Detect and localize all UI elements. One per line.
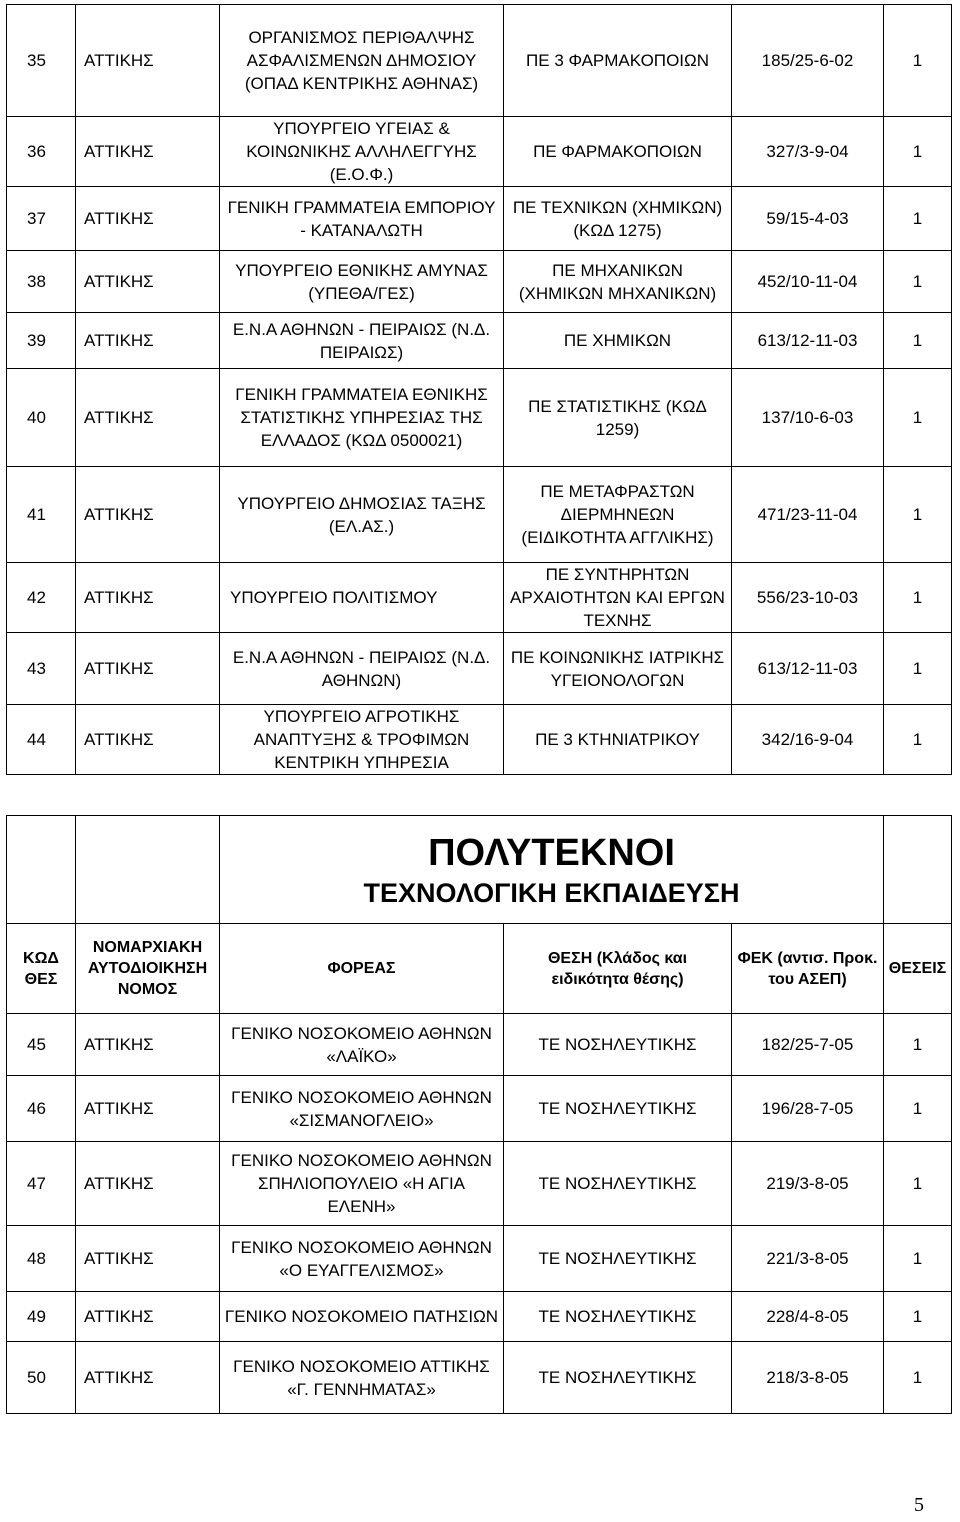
seats-cell: 1: [884, 1014, 952, 1076]
agency-cell: ΓΕΝΙΚΗ ΓΡΑΜΜΑΤΕΙΑ ΕΘΝΙΚΗΣ ΣΤΑΤΙΣΤΙΚΗΣ ΥΠΗΡΕΣΙΑΣ ΤΗΣ ΕΛΛΑΔΟΣ (ΚΩΔ 0500021): [220, 369, 504, 467]
region-cell: ΑΤΤΙΚΗΣ: [76, 1226, 220, 1292]
region-cell: ΑΤΤΙΚΗΣ: [76, 1142, 220, 1226]
table-row: [7, 1292, 952, 1342]
fek-cell: 221/3-8-05: [732, 1226, 884, 1292]
fek-cell: 196/28-7-05: [732, 1076, 884, 1142]
fek-cell: 452/10-11-04: [732, 251, 884, 313]
row-number: 37: [7, 187, 76, 251]
header-region: ΝΟΜΑΡΧΙΑΚΗ ΑΥΤΟΔΙΟΙΚΗΣΗ ΝΟΜΟΣ: [76, 924, 220, 1014]
position-cell: ΠΕ ΜΕΤΑΦΡΑΣΤΩΝ ΔΙΕΡΜΗΝΕΩΝ (ΕΙΔΙΚΟΤΗΤΑ ΑΓΓΛΙΚΗΣ): [504, 467, 732, 563]
positions-table-2-body: [7, 1014, 952, 1414]
seats-cell: 1: [884, 5, 952, 117]
table-row: [7, 251, 952, 313]
row-number: 46: [7, 1076, 76, 1142]
row-number: 42: [7, 563, 76, 633]
position-cell: ΤΕ ΝΟΣΗΛΕΥΤΙΚΗΣ: [504, 1142, 732, 1226]
seats-cell: 1: [884, 1292, 952, 1342]
position-cell: ΠΕ ΤΕΧΝΙΚΩΝ (ΧΗΜΙΚΩΝ) (ΚΩΔ 1275): [504, 187, 732, 251]
agency-cell: ΓΕΝΙΚΗ ΓΡΑΜΜΑΤΕΙΑ ΕΜΠΟΡΙΟΥ - ΚΑΤΑΝΑΛΩΤΗ: [220, 187, 504, 251]
region-cell: ΑΤΤΙΚΗΣ: [76, 467, 220, 563]
position-cell: ΤΕ ΝΟΣΗΛΕΥΤΙΚΗΣ: [504, 1226, 732, 1292]
region-cell: ΑΤΤΙΚΗΣ: [76, 1014, 220, 1076]
header-seats: ΘΕΣΕΙΣ: [884, 924, 952, 1014]
row-number: 45: [7, 1014, 76, 1076]
page-number: 5: [914, 1494, 924, 1516]
table-row: [7, 1226, 952, 1292]
fek-cell: 185/25-6-02: [732, 5, 884, 117]
fek-cell: 218/3-8-05: [732, 1342, 884, 1414]
row-number: 49: [7, 1292, 76, 1342]
table-row: [7, 467, 952, 563]
table-row: [7, 1014, 952, 1076]
seats-cell: 1: [884, 187, 952, 251]
agency-cell: ΓΕΝΙΚΟ ΝΟΣΟΚΟΜΕΙΟ ΑΘΗΝΩΝ «ΣΙΣΜΑΝΟΓΛΕΙΟ»: [220, 1076, 504, 1142]
region-cell: ΑΤΤΙΚΗΣ: [76, 313, 220, 369]
position-cell: ΠΕ ΣΥΝΤΗΡΗΤΩΝ ΑΡΧΑΙΟΤΗΤΩΝ ΚΑΙ ΕΡΓΩΝ ΤΕΧΝΗΣ: [504, 563, 732, 633]
region-cell: ΑΤΤΙΚΗΣ: [76, 1292, 220, 1342]
agency-cell: ΥΠΟΥΡΓΕΙΟ ΠΟΛΙΤΙΣΜΟΥ: [220, 563, 504, 633]
region-cell: ΑΤΤΙΚΗΣ: [76, 1076, 220, 1142]
table-row: [7, 1342, 952, 1414]
fek-cell: 342/16-9-04: [732, 705, 884, 775]
fek-cell: 137/10-6-03: [732, 369, 884, 467]
fek-cell: 219/3-8-05: [732, 1142, 884, 1226]
row-number: 35: [7, 5, 76, 117]
fek-cell: 327/3-9-04: [732, 117, 884, 187]
row-number: 50: [7, 1342, 76, 1414]
region-cell: ΑΤΤΙΚΗΣ: [76, 705, 220, 775]
table-row: [7, 5, 952, 117]
position-cell: ΤΕ ΝΟΣΗΛΕΥΤΙΚΗΣ: [504, 1076, 732, 1142]
table-row: [7, 1076, 952, 1142]
region-cell: ΑΤΤΙΚΗΣ: [76, 5, 220, 117]
position-cell: ΠΕ ΦΑΡΜΑΚΟΠΟΙΩΝ: [504, 117, 732, 187]
region-cell: ΑΤΤΙΚΗΣ: [76, 1342, 220, 1414]
agency-cell: ΥΠΟΥΡΓΕΙΟ ΥΓΕΙΑΣ & ΚΟΙΝΩΝΙΚΗΣ ΑΛΛΗΛΕΓΓΥΗΣ (Ε.Ο.Φ.): [220, 117, 504, 187]
agency-cell: ΟΡΓΑΝΙΣΜΟΣ ΠΕΡΙΘΑΛΨΗΣ ΑΣΦΑΛΙΣΜΕΝΩΝ ΔΗΜΟΣΙΟΥ (ΟΠΑΔ ΚΕΝΤΡΙΚΗΣ ΑΘΗΝΑΣ): [220, 5, 504, 117]
table-row: [7, 117, 952, 187]
header-agency: ΦΟΡΕΑΣ: [220, 924, 504, 1014]
seats-cell: 1: [884, 251, 952, 313]
region-cell: ΑΤΤΙΚΗΣ: [76, 633, 220, 705]
seats-cell: 1: [884, 1342, 952, 1414]
header-position: ΘΕΣΗ (Κλάδος και ειδικότητα θέσης): [504, 924, 732, 1014]
region-cell: ΑΤΤΙΚΗΣ: [76, 563, 220, 633]
position-cell: ΤΕ ΝΟΣΗΛΕΥΤΙΚΗΣ: [504, 1342, 732, 1414]
seats-cell: 1: [884, 369, 952, 467]
row-number: 44: [7, 705, 76, 775]
row-number: 36: [7, 117, 76, 187]
table-row: [7, 563, 952, 633]
region-cell: ΑΤΤΙΚΗΣ: [76, 251, 220, 313]
position-cell: ΠΕ ΧΗΜΙΚΩΝ: [504, 313, 732, 369]
header-fek: ΦΕΚ (αντισ. Προκ. του ΑΣΕΠ): [732, 924, 884, 1014]
agency-cell: Ε.Ν.Α ΑΘΗΝΩΝ - ΠΕΙΡΑΙΩΣ (Ν.Δ. ΑΘΗΝΩΝ): [220, 633, 504, 705]
table-row: [7, 369, 952, 467]
seats-cell: 1: [884, 1142, 952, 1226]
table-row: [7, 705, 952, 775]
agency-cell: ΓΕΝΙΚΟ ΝΟΣΟΚΟΜΕΙΟ ΠΑΤΗΣΙΩΝ: [220, 1292, 504, 1342]
positions-table-1-body: [7, 5, 952, 775]
agency-cell: ΓΕΝΙΚΟ ΝΟΣΟΚΟΜΕΙΟ ΑΘΗΝΩΝ ΣΠΗΛΙΟΠΟΥΛΕΙΟ «Η ΑΓΙΑ ΕΛΕΝΗ»: [220, 1142, 504, 1226]
agency-cell: ΥΠΟΥΡΓΕΙΟ ΕΘΝΙΚΗΣ ΑΜΥΝΑΣ (ΥΠΕΘΑ/ΓΕΣ): [220, 251, 504, 313]
positions-table-1: [6, 4, 952, 775]
agency-cell: ΓΕΝΙΚΟ ΝΟΣΟΚΟΜΕΙΟ ΑΘΗΝΩΝ «Ο ΕΥΑΓΓΕΛΙΣΜΟΣ»: [220, 1226, 504, 1292]
region-cell: ΑΤΤΙΚΗΣ: [76, 369, 220, 467]
region-cell: ΑΤΤΙΚΗΣ: [76, 117, 220, 187]
position-cell: ΠΕ ΣΤΑΤΙΣΤΙΚΗΣ (ΚΩΔ 1259): [504, 369, 732, 467]
fek-cell: 228/4-8-05: [732, 1292, 884, 1342]
agency-cell: ΥΠΟΥΡΓΕΙΟ ΔΗΜΟΣΙΑΣ ΤΑΞΗΣ (ΕΛ.ΑΣ.): [220, 467, 504, 563]
fek-cell: 59/15-4-03: [732, 187, 884, 251]
section-title: ΠΟΛΥΤΕΚΝΟΙ: [428, 831, 675, 874]
agency-cell: Ε.Ν.Α ΑΘΗΝΩΝ - ΠΕΙΡΑΙΩΣ (Ν.Δ. ΠΕΙΡΑΙΩΣ): [220, 313, 504, 369]
row-number: 47: [7, 1142, 76, 1226]
position-cell: ΠΕ 3 ΚΤΗΝΙΑΤΡΙΚΟΥ: [504, 705, 732, 775]
fek-cell: 556/23-10-03: [732, 563, 884, 633]
seats-cell: 1: [884, 563, 952, 633]
section-subtitle: ΤΕΧΝΟΛΟΓΙΚΗ ΕΚΠΑΙΔΕΥΣΗ: [363, 877, 740, 908]
agency-cell: ΥΠΟΥΡΓΕΙΟ ΑΓΡΟΤΙΚΗΣ ΑΝΑΠΤΥΞΗΣ & ΤΡΟΦΙΜΩΝ ΚΕΝΤΡΙΚΗ ΥΠΗΡΕΣΙΑ: [220, 705, 504, 775]
row-number: 38: [7, 251, 76, 313]
position-cell: ΤΕ ΝΟΣΗΛΕΥΤΙΚΗΣ: [504, 1292, 732, 1342]
agency-cell: ΓΕΝΙΚΟ ΝΟΣΟΚΟΜΕΙΟ ΑΘΗΝΩΝ «ΛΑΪΚΟ»: [220, 1014, 504, 1076]
row-number: 41: [7, 467, 76, 563]
position-cell: ΤΕ ΝΟΣΗΛΕΥΤΙΚΗΣ: [504, 1014, 732, 1076]
row-number: 48: [7, 1226, 76, 1292]
table2-header-spacer-left: [7, 816, 76, 924]
seats-cell: 1: [884, 313, 952, 369]
table-row: [7, 1142, 952, 1226]
position-cell: ΠΕ 3 ΦΑΡΜΑΚΟΠΟΙΩΝ: [504, 5, 732, 117]
table2-header-spacer-left2: [76, 816, 220, 924]
position-cell: ΠΕ ΚΟΙΝΩΝΙΚΗΣ ΙΑΤΡΙΚΗΣ ΥΓΕΙΟΝΟΛΟΓΩΝ: [504, 633, 732, 705]
seats-cell: 1: [884, 467, 952, 563]
position-cell: ΠΕ ΜΗΧΑΝΙΚΩΝ (ΧΗΜΙΚΩΝ ΜΗΧΑΝΙΚΩΝ): [504, 251, 732, 313]
table2-header-spacer-right: [884, 816, 952, 924]
seats-cell: 1: [884, 1226, 952, 1292]
table-row: [7, 633, 952, 705]
fek-cell: 613/12-11-03: [732, 633, 884, 705]
row-number: 40: [7, 369, 76, 467]
row-number: 43: [7, 633, 76, 705]
region-cell: ΑΤΤΙΚΗΣ: [76, 187, 220, 251]
fek-cell: 471/23-11-04: [732, 467, 884, 563]
table-row: [7, 187, 952, 251]
header-code: ΚΩΔ ΘΕΣ: [7, 924, 76, 1014]
table-row: [7, 313, 952, 369]
row-number: 39: [7, 313, 76, 369]
table2-title-cell: [220, 816, 884, 924]
positions-table-2: [6, 815, 952, 1414]
seats-cell: 1: [884, 705, 952, 775]
seats-cell: 1: [884, 633, 952, 705]
fek-cell: 182/25-7-05: [732, 1014, 884, 1076]
seats-cell: 1: [884, 1076, 952, 1142]
fek-cell: 613/12-11-03: [732, 313, 884, 369]
agency-cell: ΓΕΝΙΚΟ ΝΟΣΟΚΟΜΕΙΟ ΑΤΤΙΚΗΣ «Γ. ΓΕΝΝΗΜΑΤΑΣ»: [220, 1342, 504, 1414]
seats-cell: 1: [884, 117, 952, 187]
